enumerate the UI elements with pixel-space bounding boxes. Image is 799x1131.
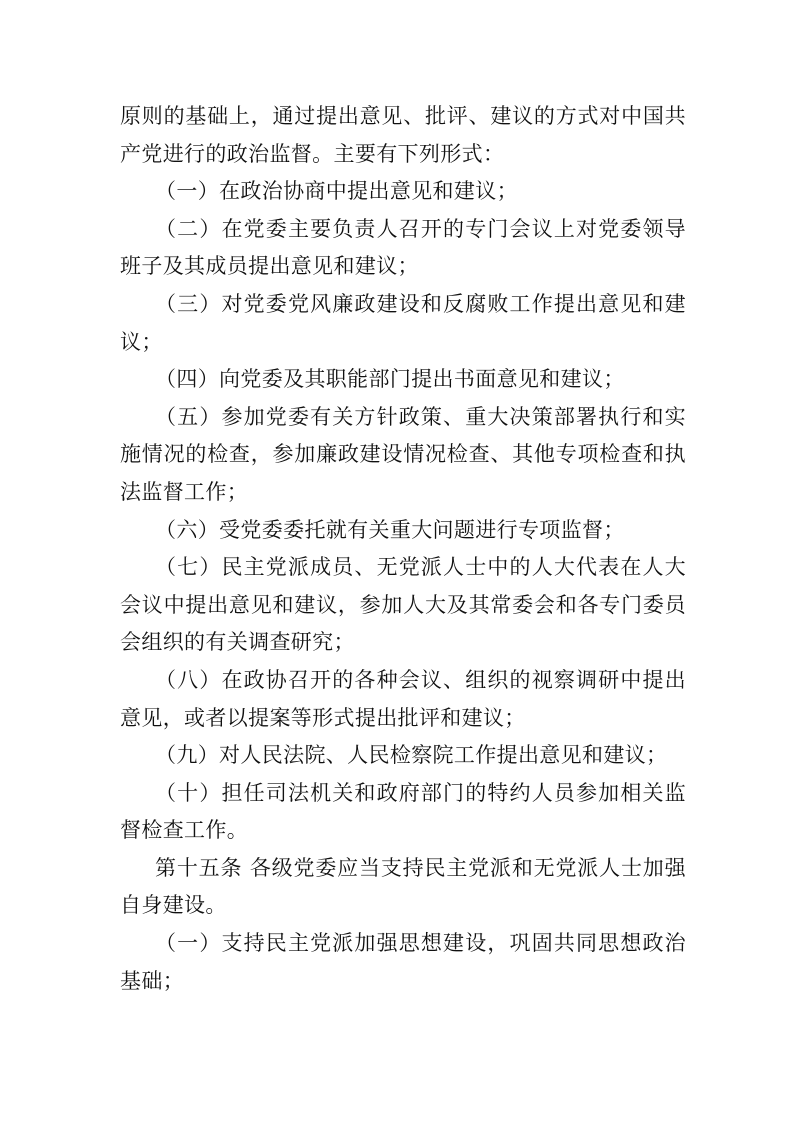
list-item-2: （二）在党委主要负责人召开的专门会议上对党委领导班子及其成员提出意见和建议； [120,216,686,279]
list-item-8: （八）在政协召开的各种会议、组织的视察调研中提出意见，或者以提案等形式提出批评和建议； [120,667,686,730]
document-body [120,98,686,1000]
list-item-1: （一）在政治协商中提出意见和建议； [155,179,518,204]
paragraph-continuation: 原则的基础上，通过提出意见、批评、建议的方式对中国共产党进行的政治监督。主要有下列形式： [120,104,686,166]
list-item-6: （六）受党委委托就有关重大问题进行专项监督； [155,517,625,542]
list-item-9: （九）对人民法院、人民检察院工作提出意见和建议； [155,743,668,768]
article-15-item-1: （一）支持民主党派加强思想建设，巩固共同思想政治基础； [120,931,686,993]
list-item-10: （十）担任司法机关和政府部门的特约人员参加相关监督检查工作。 [120,780,686,843]
list-item-3: （三）对党委党风廉政建设和反腐败工作提出意见和建议； [120,291,686,354]
list-item-4: （四）向党委及其职能部门提出书面意见和建议； [155,367,625,392]
list-item-7: （七）民主党派成员、无党派人士中的人大代表在人大会议中提出意见和建议，参加人大及其常委会和各专门委员会组织的有关调查研究； [120,555,686,655]
article-15-heading-paragraph: 第十五条 各级党委应当支持民主党派和无党派人士加强自身建设。 [120,855,686,918]
list-item-5: （五）参加党委有关方针政策、重大决策部署执行和实施情况的检查，参加廉政建设情况检查、其他专项检查和执法监督工作； [120,404,686,504]
